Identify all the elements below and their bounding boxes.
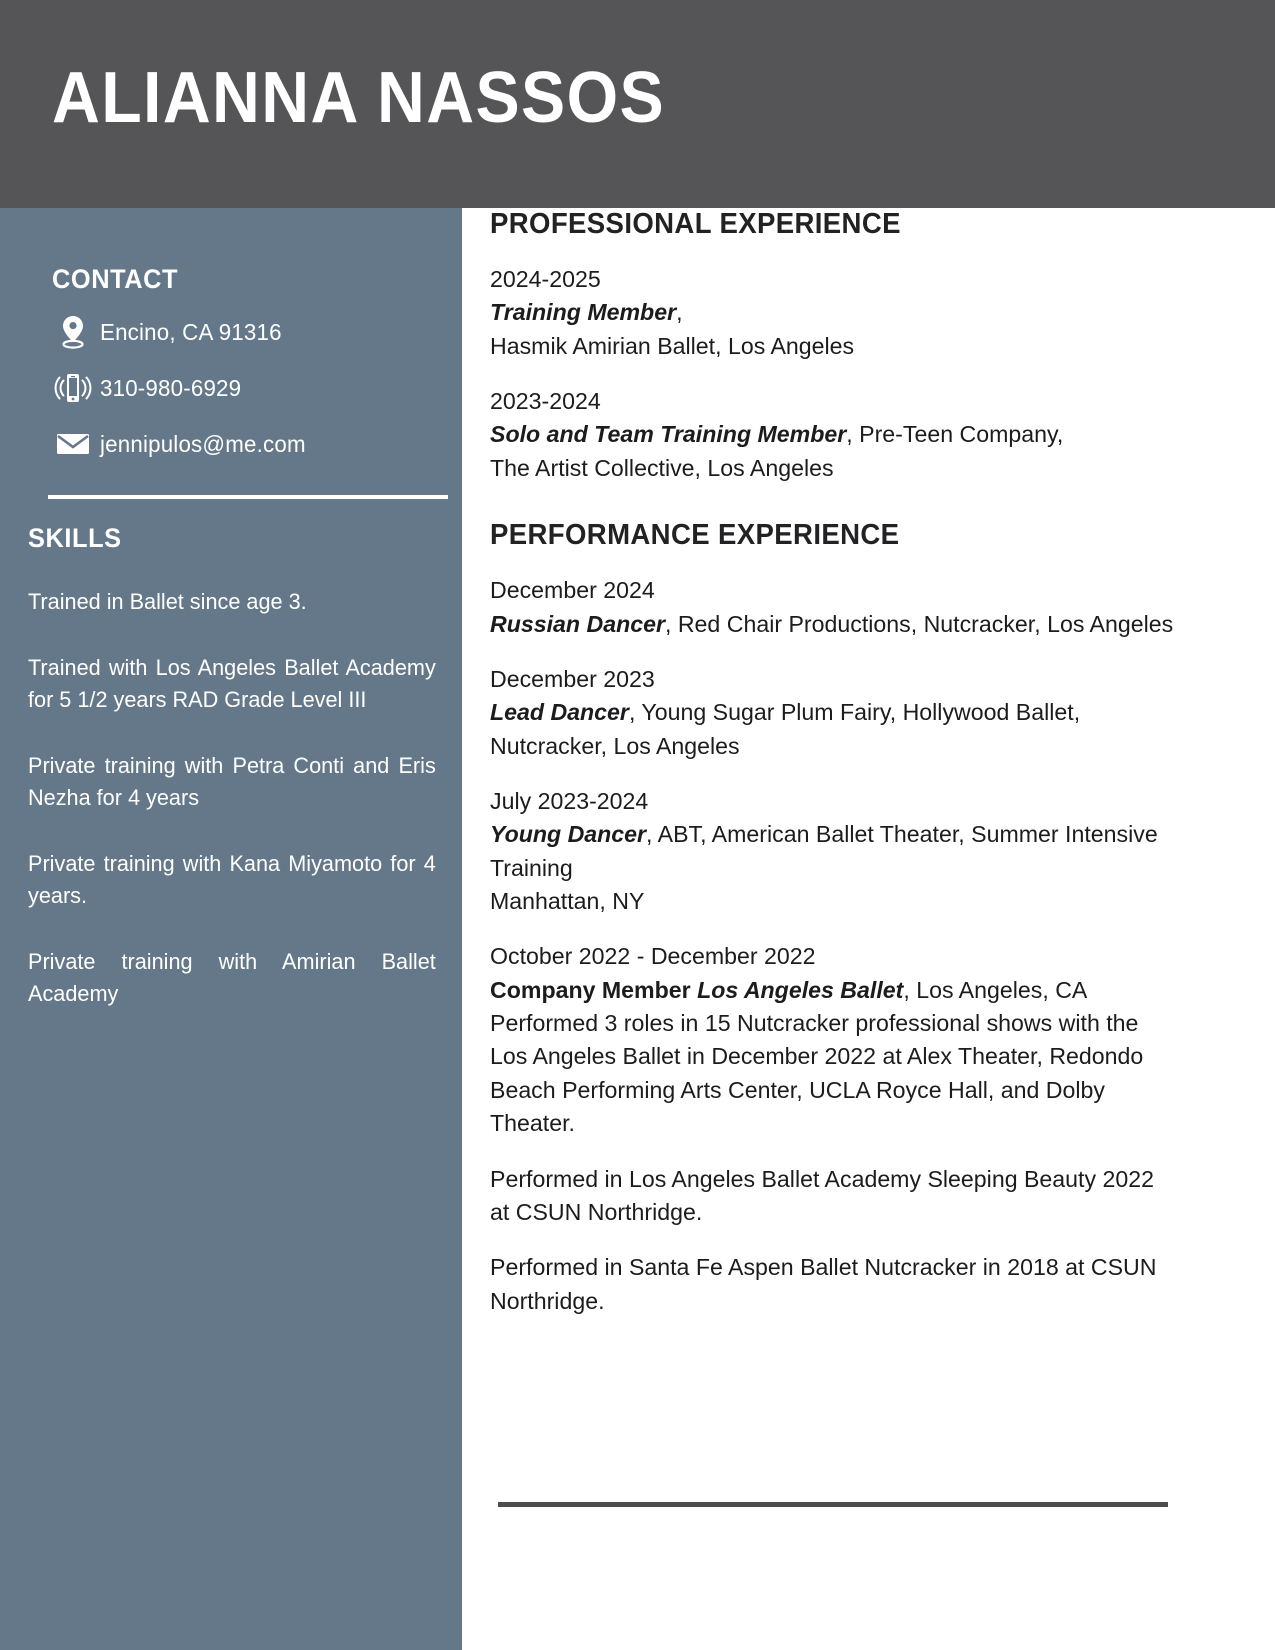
entry-role-suffix: , Los Angeles, CA — [903, 976, 1088, 1003]
list-item: Private training with Kana Miyamoto for 4 years. — [28, 850, 436, 909]
entry-role-line — [490, 974, 1180, 1007]
contact-location-value: Encino, CA 91316 — [100, 318, 282, 345]
entry-date: December 2024 — [490, 577, 655, 604]
professional-experience-section — [490, 208, 1190, 485]
performance-entry — [490, 940, 1180, 1140]
experience-entry — [490, 385, 1180, 485]
entry-role: Young Dancer — [490, 821, 647, 848]
location-pin-icon — [46, 315, 100, 349]
contact-item-location — [46, 304, 446, 360]
experience-entry — [490, 263, 1180, 363]
performance-entry — [490, 574, 1180, 641]
list-item: Private training with Petra Conti and Eris Nezha for 4 years — [28, 752, 436, 811]
entry-role-prefix: Company Member — [490, 976, 698, 1003]
entry-role: Russian Dancer — [490, 610, 665, 637]
contact-item-email — [46, 416, 446, 472]
mobile-phone-icon — [46, 372, 100, 404]
main-column — [490, 208, 1190, 1318]
contact-email-value: jennipulos@me.com — [100, 430, 306, 457]
list-item: Trained with Los Angeles Ballet Academy for 5 1/2 years RAD Grade Level III — [28, 654, 436, 713]
entry-role: Los Angeles Ballet — [697, 976, 904, 1003]
performance-entry — [490, 663, 1180, 763]
performance-note: Performed in Los Angeles Ballet Academy Sleeping Beauty 2022 at CSUN Northridge. — [490, 1165, 1154, 1225]
skills-section-title: SKILLS — [28, 523, 122, 553]
performance-entry — [490, 785, 1180, 918]
entry-role: Training Member — [490, 299, 677, 326]
professional-experience-heading: PROFESSIONAL EXPERIENCE — [490, 208, 901, 240]
page-title: ALIANNA NASSOS — [52, 58, 666, 138]
entry-date: October 2022 - December 2022 — [490, 943, 816, 970]
section-divider-rule — [498, 1502, 1168, 1507]
performance-experience-section — [490, 519, 1190, 1318]
entry-role-suffix: , — [676, 299, 683, 326]
list-item: Private training with Amirian Ballet Academy — [28, 948, 436, 1007]
entry-role-line — [490, 608, 1180, 641]
header-band — [0, 0, 1275, 208]
entry-role-suffix: , Pre-Teen Company, — [846, 421, 1064, 448]
contact-phone-value: 310-980-6929 — [100, 374, 242, 401]
list-item: Trained in Ballet since age 3. — [28, 589, 307, 614]
contact-list — [46, 304, 446, 472]
sidebar-divider — [48, 495, 448, 499]
entry-detail: Manhattan, NY — [490, 888, 645, 915]
entry-detail: The Artist Collective, Los Angeles — [490, 454, 834, 481]
entry-role-suffix: , Red Chair Productions, Nutcracker, Los Angeles — [664, 610, 1174, 637]
entry-role: Solo and Team Training Member — [490, 421, 847, 448]
entry-date: July 2023-2024 — [490, 787, 649, 814]
entry-date: 2024-2025 — [490, 266, 601, 292]
entry-detail: Hasmik Amirian Ballet, Los Angeles — [490, 332, 855, 359]
contact-section-title: CONTACT — [52, 264, 179, 294]
entry-detail: Performed 3 roles in 15 Nutcracker professional shows with the Los Angeles Ballet in December 2022 at Alex Theater, Redondo Beach Performing Arts Center, UCLA Royce Hall, and Dolby Theater. — [490, 1010, 1144, 1137]
envelope-icon — [46, 431, 100, 457]
entry-role: Lead Dancer — [490, 699, 629, 726]
skills-list — [28, 586, 442, 1011]
performance-experience-heading: PERFORMANCE EXPERIENCE — [490, 519, 900, 552]
entry-role-line — [490, 296, 1180, 329]
entry-role-line — [490, 418, 1180, 451]
contact-item-phone — [46, 360, 446, 416]
entry-role-line — [490, 696, 1180, 763]
entry-date: 2023-2024 — [490, 388, 601, 415]
performance-note: Performed in Santa Fe Aspen Ballet Nutcracker in 2018 at CSUN Northridge. — [490, 1254, 1157, 1314]
entry-role-suffix: , ABT, American Ballet Theater, Summer Intensive Training — [490, 821, 1158, 881]
entry-date: December 2023 — [490, 665, 655, 692]
sidebar — [0, 208, 462, 1650]
entry-role-line — [490, 818, 1180, 885]
entry-role-suffix: , Young Sugar Plum Fairy, Hollywood Ballet, Nutcracker, Los Angeles — [490, 699, 1081, 759]
